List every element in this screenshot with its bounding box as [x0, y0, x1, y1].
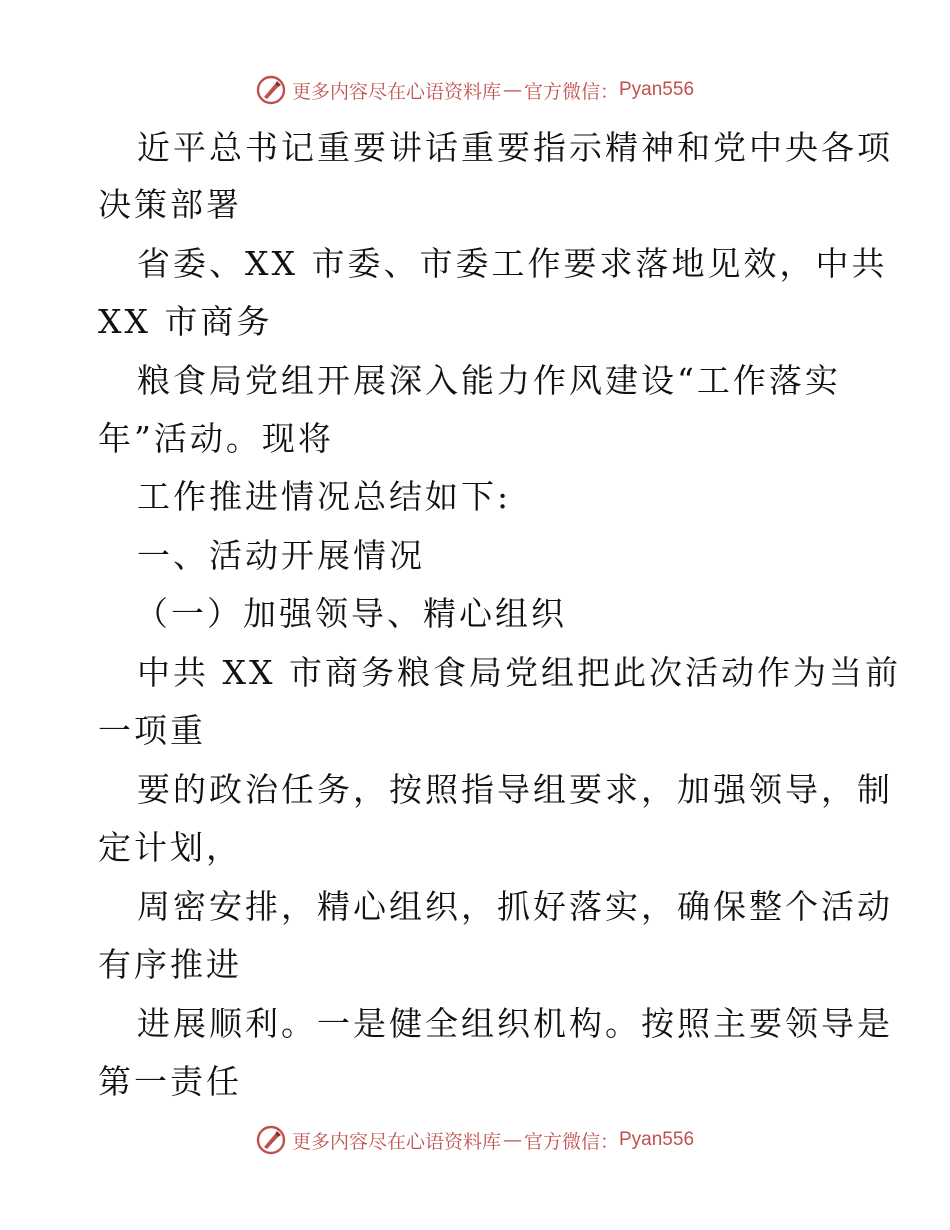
watermark-text: 更多内容尽在心语资料库	[291, 80, 501, 103]
body-line: 近平总书记重要讲话重要指示精神和党中央各项	[137, 128, 893, 167]
body-line: 定计划，	[98, 828, 242, 867]
watermark-separator: —	[502, 1129, 522, 1151]
body-line: 要的政治任务，按照指导组要求，加强领导，制	[137, 770, 893, 809]
watermark-wechat-label: 官方微信：	[523, 1130, 619, 1153]
watermark-wechat-id: Pyan556	[619, 1129, 695, 1150]
body-line: 粮食局党组开展深入能力作风建设“工作落实	[137, 361, 841, 400]
body-line: 决策部署	[98, 185, 242, 224]
body-line: 一项重	[98, 711, 206, 750]
body-line: 年”活动。现将	[98, 419, 334, 458]
watermark-separator: —	[502, 79, 522, 101]
pen-logo-icon	[256, 75, 286, 105]
body-line: 省委、XX 市委、市委工作要求落地见效，中共	[137, 244, 888, 283]
watermark-text: 更多内容尽在心语资料库	[291, 1130, 501, 1153]
body-line: XX 市商务	[98, 302, 273, 341]
header-watermark	[0, 70, 950, 110]
body-line: 第一责任	[98, 1062, 242, 1101]
footer-watermark	[0, 1120, 950, 1160]
section-heading: 一、活动开展情况	[137, 536, 425, 575]
body-line: 有序推进	[98, 945, 242, 984]
subsection-heading: （一）加强领导、精心组织	[135, 594, 567, 633]
body-line: 进展顺利。一是健全组织机构。按照主要领导是	[137, 1004, 893, 1043]
body-line: 中共 XX 市商务粮食局党组把此次活动作为当前	[137, 653, 901, 692]
body-line: 周密安排，精心组织，抓好落实，确保整个活动	[137, 887, 893, 926]
body-line: 工作推进情况总结如下:	[137, 477, 512, 516]
watermark-wechat-label: 官方微信：	[523, 80, 619, 103]
pen-logo-icon	[256, 1125, 286, 1155]
watermark-wechat-id: Pyan556	[619, 79, 695, 100]
